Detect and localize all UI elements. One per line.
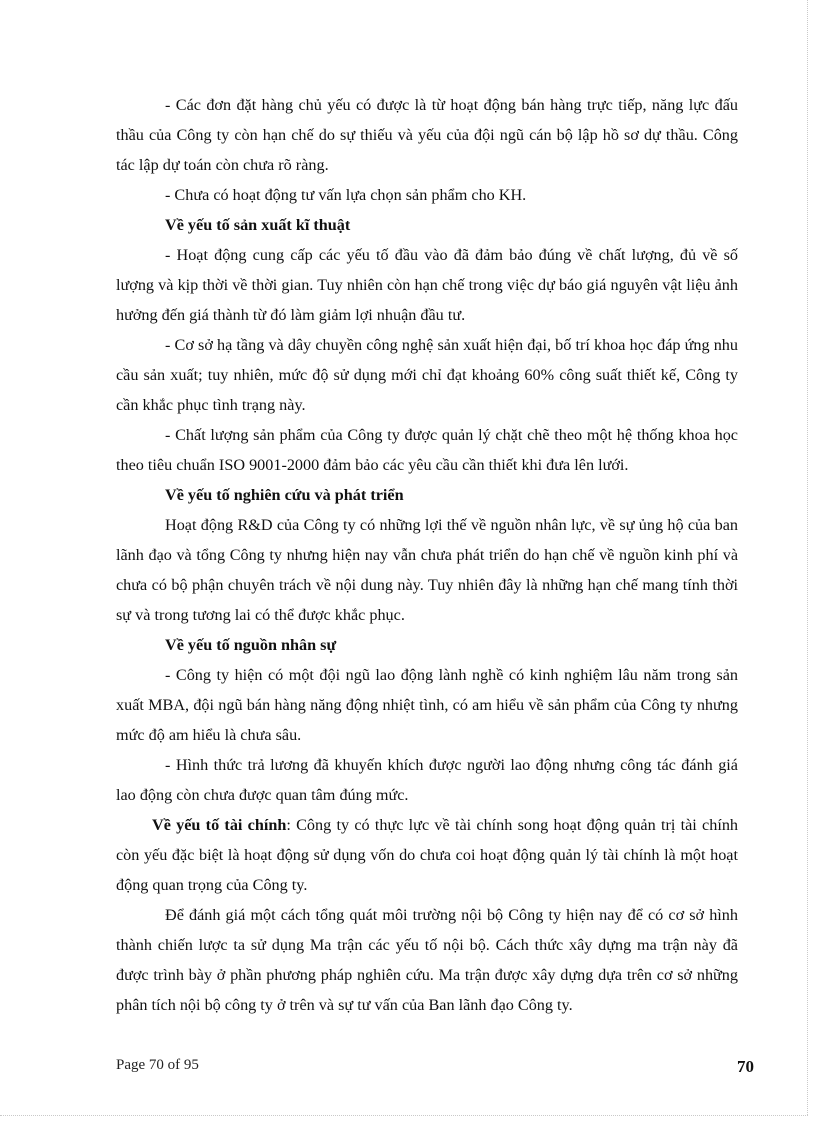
heading-research-development: Về yếu tố nghiên cứu và phát triển (165, 486, 404, 504)
paragraph-supply: - Hoạt động cung cấp các yếu tố đầu vào đã đảm bảo đúng về chất lượng, đủ về số lượng và kịp thời về thời gian. Tuy nhiên còn hạn chế trong việc dự báo giá nguyên vật liệu ảnh hưởng đến giá thành từ đó làm giảm lợi nhuận đầu tư. (116, 246, 738, 324)
paragraph-consulting: - Chưa có hoạt động tư vấn lựa chọn sản phẩm cho KH. (165, 186, 527, 204)
page-edge-bottom (0, 1115, 808, 1116)
paragraph-finance-text: : Công ty có thực lực về tài chính song hoạt động quản trị tài chính còn yếu đặc biệt là hoạt động sử dụng vốn do chưa coi hoạt động quản lý tài chính là một hoạt động quan trọng của Công ty. (116, 816, 739, 894)
paragraph-workforce: - Công ty hiện có một đội ngũ lao động lành nghề có kinh nghiệm lâu năm trong sản xuất MBA, đội ngũ bán hàng năng động nhiệt tình, có am hiểu về sản phẩm của Công ty nhưng mức độ am hiểu là chưa sâu. (116, 666, 738, 744)
paragraph-orders: - Các đơn đặt hàng chủ yếu có được là từ hoạt động bán hàng trực tiếp, năng lực đấu thầu của Công ty còn hạn chế do sự thiếu và yếu của đội ngũ cán bộ lập hồ sơ dự thầu. Công tác lập dự toán còn chưa rõ ràng. (116, 96, 738, 174)
page-footer-label: Page 70 of 95 (116, 1057, 199, 1073)
paragraph-salary: - Hình thức trả lương đã khuyến khích được người lao động nhưng công tác đánh giá lao động còn chưa được quan tâm đúng mức. (116, 756, 738, 804)
page-edge-right (807, 0, 808, 1115)
paragraph-internal-matrix: Để đánh giá một cách tổng quát môi trường nội bộ Công ty hiện nay để có cơ sở hình thành chiến lược ta sử dụng Ma trận các yếu tố nội bộ. Cách thức xây dựng ma trận này đã được trình bày ở phần phương pháp nghiên cứu. Ma trận được xây dựng dựa trên cơ sở những phân tích nội bộ công ty ở trên và sự tư vấn của Ban lãnh đạo Công ty. (116, 906, 738, 1014)
page-number: 70 (737, 1057, 754, 1076)
heading-finance-inline: Về yếu tố tài chính (152, 816, 287, 834)
document-body (116, 90, 738, 1020)
paragraph-finance (116, 810, 738, 900)
paragraph-quality: - Chất lượng sản phẩm của Công ty được quản lý chặt chẽ theo một hệ thống khoa học theo tiêu chuẩn ISO 9001-2000 đảm bảo các yêu cầu cần thiết khi đưa lên lưới. (116, 426, 738, 474)
paragraph-infrastructure: - Cơ sở hạ tầng và dây chuyền công nghệ sản xuất hiện đại, bố trí khoa học đáp ứng nhu cầu sản xuất; tuy nhiên, mức độ sử dụng mới chỉ đạt khoảng 60% công suất thiết kế, Công ty cần khắc phục tình trạng này. (116, 336, 738, 414)
heading-production-technical: Về yếu tố sản xuất kĩ thuật (165, 216, 351, 234)
heading-human-resources: Về yếu tố nguồn nhân sự (165, 636, 337, 654)
paragraph-rnd: Hoạt động R&D của Công ty có những lợi thế về nguồn nhân lực, về sự ủng hộ của ban lãnh đạo và tổng Công ty nhưng hiện nay vẫn chưa phát triển do hạn chế về nguồn kinh phí và chưa có bộ phận chuyên trách về nội dung này. Tuy nhiên đây là những hạn chế mang tính thời sự và trong tương lai có thể được khắc phục. (116, 516, 738, 624)
